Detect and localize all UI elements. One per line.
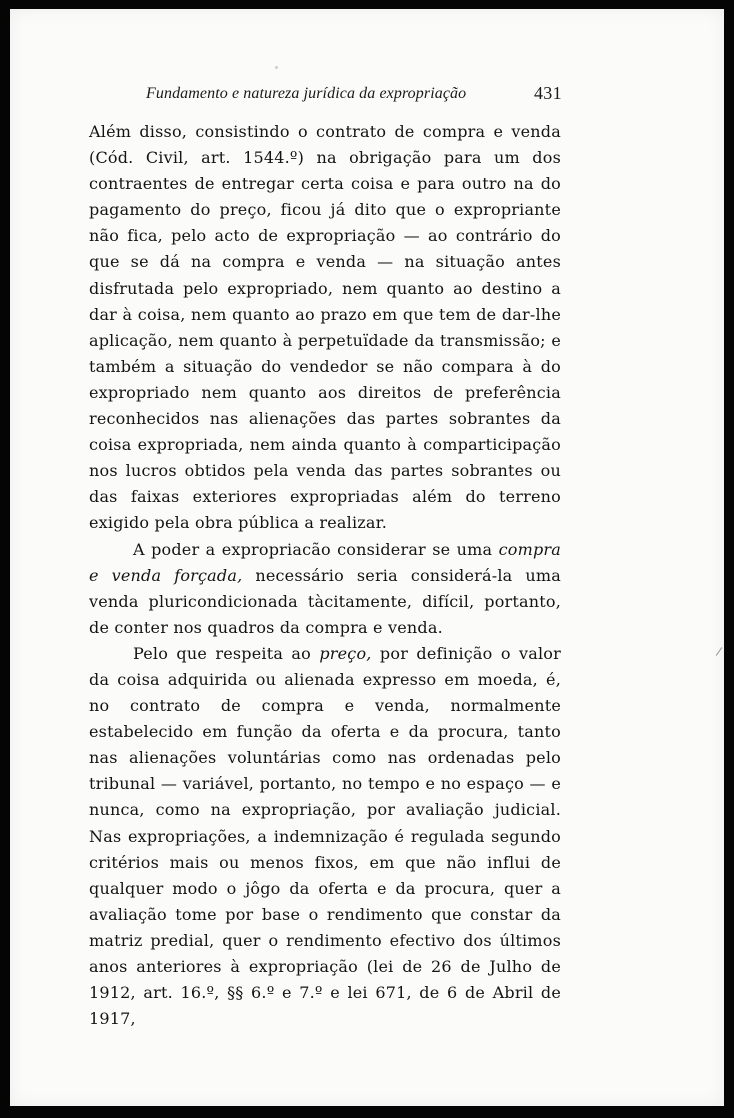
paragraph-3 [89,641,561,1032]
scan-mark [716,647,723,656]
body-text [89,119,561,1032]
paragraph-2-text-start: A poder a expropriacão considerar se uma [133,539,499,559]
paragraph-3-text-end: por definição o valor da coisa adquirida ou alienada expresso em moeda, é, no contrato de compra e venda, normalmente estabelecido em função da oferta e da procura, tanto nas alienações voluntárias como nas ordenadas pelo tribunal — variável, portanto, no tempo e no espaço — e nunca, como na expropriação, por avaliação judicial. Nas expropriações, a indemnização é regulada segundo critérios mais ou menos fixos, em que não influi de qualquer modo o jôgo da oferta e da procura, quer a avaliação tome por base o rendimento que constar da matriz predial, quer o rendimento efectivo dos últimos anos anteriores à expropriação (lei de 26 de Julho de 1912, art. 16.º, §§ 6.º e 7.º e lei 671, de 6 de Abril de 1917, [89,643,561,1029]
paragraph-2 [89,537,561,641]
paragraph-2-text-end: necessário seria considerá-la uma venda pluricondicionada tàcitamente, difícil, portanto, de conter nos quadros da compra e venda. [89,565,561,637]
running-title: Fundamento e natureza jurídica da expropriação [146,85,467,102]
page-number: 431 [534,83,562,103]
scan-speck [275,66,278,69]
paragraph-1: Além disso, consistindo o contrato de compra e venda (Cód. Civil, art. 1544.º) na obrigação para um dos contraentes de entregar certa coisa e para outro na do pagamento do preço, ficou já dito que o expropriante não fica, pelo acto de expropriação — ao contrário do que se dá na compra e venda — na situação antes disfrutada pelo expropriado, nem quanto ao destino a dar à coisa, nem quanto ao prazo em que tem de dar-lhe aplicação, nem quanto à perpetuïdade da transmissão; e também a situação do vendedor se não compara à do expropriado nem quanto aos direitos de preferência reconhecidos nas alienações das partes sobrantes da coisa expropriada, nem ainda quanto à comparticipação nos lucros obtidos pela venda das partes sobrantes ou das faixas exteriores expropriadas além do terreno exigido pela obra pública a realizar. [89,122,561,533]
paragraph-3-emphasis: preço, [319,643,372,663]
paragraph-3-text-start: Pelo que respeita ao [133,643,320,663]
paragraph-2-emphasis: compra e venda forçada, [89,539,561,585]
page-header [10,83,724,109]
book-page [10,9,724,1106]
